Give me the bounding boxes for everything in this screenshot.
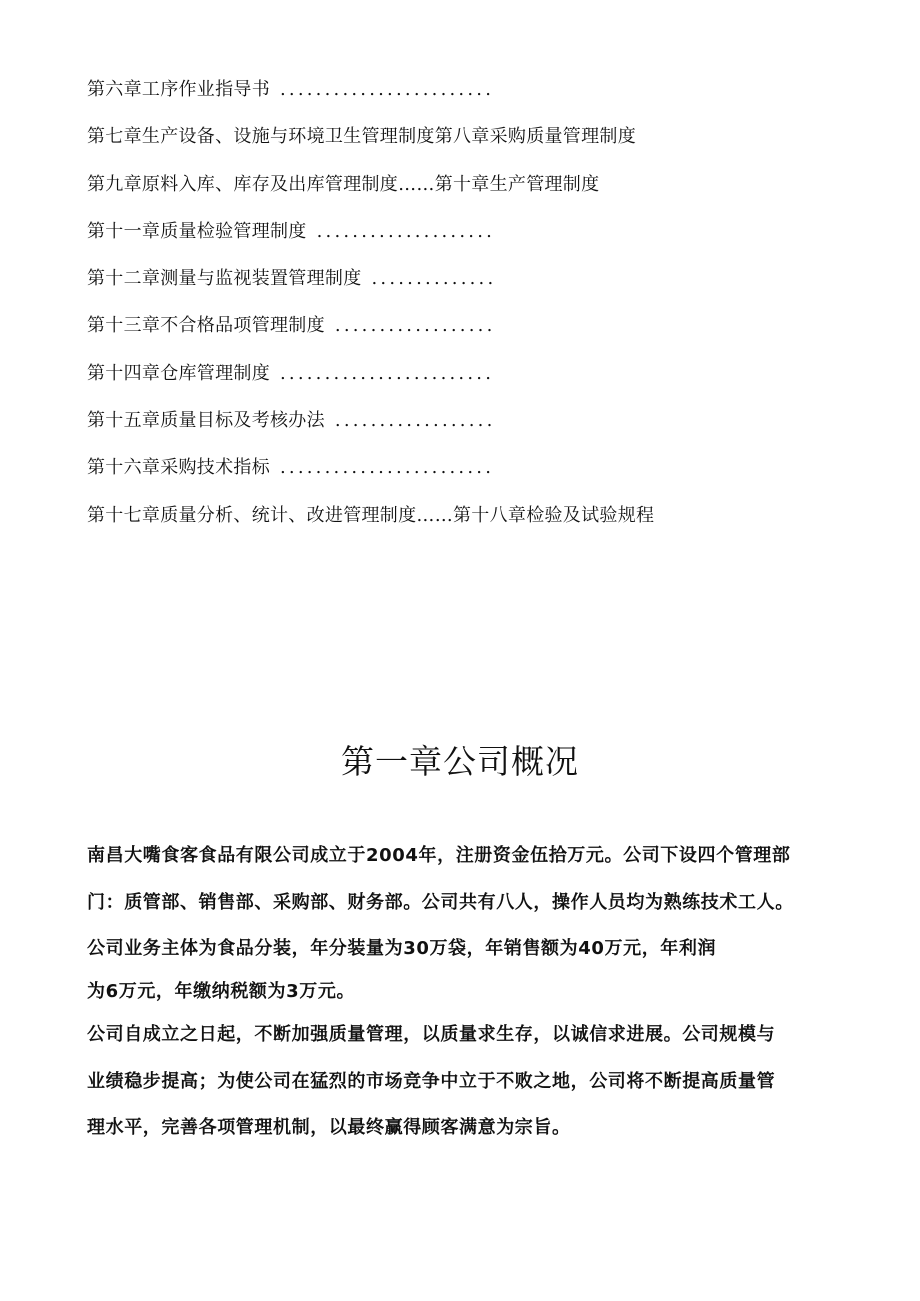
- toc-leader-dots: ........................: [280, 79, 495, 100]
- toc-leader-dots: ..............: [371, 268, 497, 290]
- toc-item-title: 第十四章仓库管理制度: [87, 362, 270, 384]
- toc-item-chapter-16: [87, 452, 847, 499]
- paragraph-line: 公司业务主体为食品分装，年分装量为30万袋，年销售额为40万元，年利润: [87, 938, 717, 959]
- toc-item-chapter-7-8: [87, 121, 847, 168]
- toc-item-title: 第九章原料入库、库存及出库管理制度……第十章生产管理制度: [87, 173, 600, 195]
- toc-item-chapter-13: [87, 310, 847, 357]
- toc-item-chapter-12: [87, 263, 847, 310]
- toc-item-title: 第十二章测量与监视装置管理制度: [87, 268, 362, 290]
- paragraph-line: 公司自成立之日起，不断加强质量管理，以质量求生存，以诚信求进展。公司规模与: [87, 1024, 776, 1045]
- toc-item-title: 第七章生产设备、设施与环境卫生管理制度第八章采购质量管理制度: [87, 126, 636, 148]
- paragraph-line: 为6万元，年缴纳税额为3万元。: [87, 981, 356, 1002]
- toc-leader-dots: ..................: [334, 410, 496, 432]
- paragraph-line: 门：质管部、销售部、采购部、财务部。公司共有八人，操作人员均为熟练技术工人。: [87, 891, 794, 913]
- toc-item-chapter-9-10: [87, 169, 847, 216]
- toc-item-chapter-11: [87, 216, 847, 263]
- company-overview-text: [87, 840, 857, 1159]
- toc-item-title: 第十一章质量检验管理制度: [87, 220, 307, 242]
- toc-item-title: 第十五章质量目标及考核办法: [87, 410, 325, 432]
- toc-item-title: 第十六章采购技术指标: [87, 457, 270, 479]
- paragraph-line: 业绩稳步提高；为使公司在猛烈的市场竞争中立于不败之地，公司将不断提高质量管: [87, 1070, 776, 1092]
- toc-leader-dots: ........................: [280, 457, 495, 479]
- toc-leader-dots: ....................: [316, 220, 496, 242]
- toc-leader-dots: ........................: [280, 362, 495, 384]
- toc-item-chapter-17-18: [87, 500, 847, 547]
- toc-item-chapter-14: [87, 358, 847, 405]
- chapter-title: 第一章公司概况: [341, 742, 579, 781]
- toc-item-chapter-15: [87, 405, 847, 452]
- toc-item-title: 第十七章质量分析、统计、改进管理制度……第十八章检验及试验规程: [87, 504, 655, 526]
- paragraph-line: 南昌大嘴食客食品有限公司成立于2004年，注册资金伍拾万元。公司下设四个管理部: [87, 845, 791, 866]
- table-of-contents: [87, 74, 847, 547]
- toc-item-title: 第十三章不合格品项管理制度: [87, 315, 325, 337]
- toc-leader-dots: ..................: [334, 315, 496, 337]
- paragraph-line: 理水平，完善各项管理机制，以最终赢得顾客满意为宗旨。: [87, 1117, 571, 1138]
- toc-item-chapter-6: [87, 74, 847, 121]
- toc-item-title: 第六章工序作业指导书: [87, 79, 270, 100]
